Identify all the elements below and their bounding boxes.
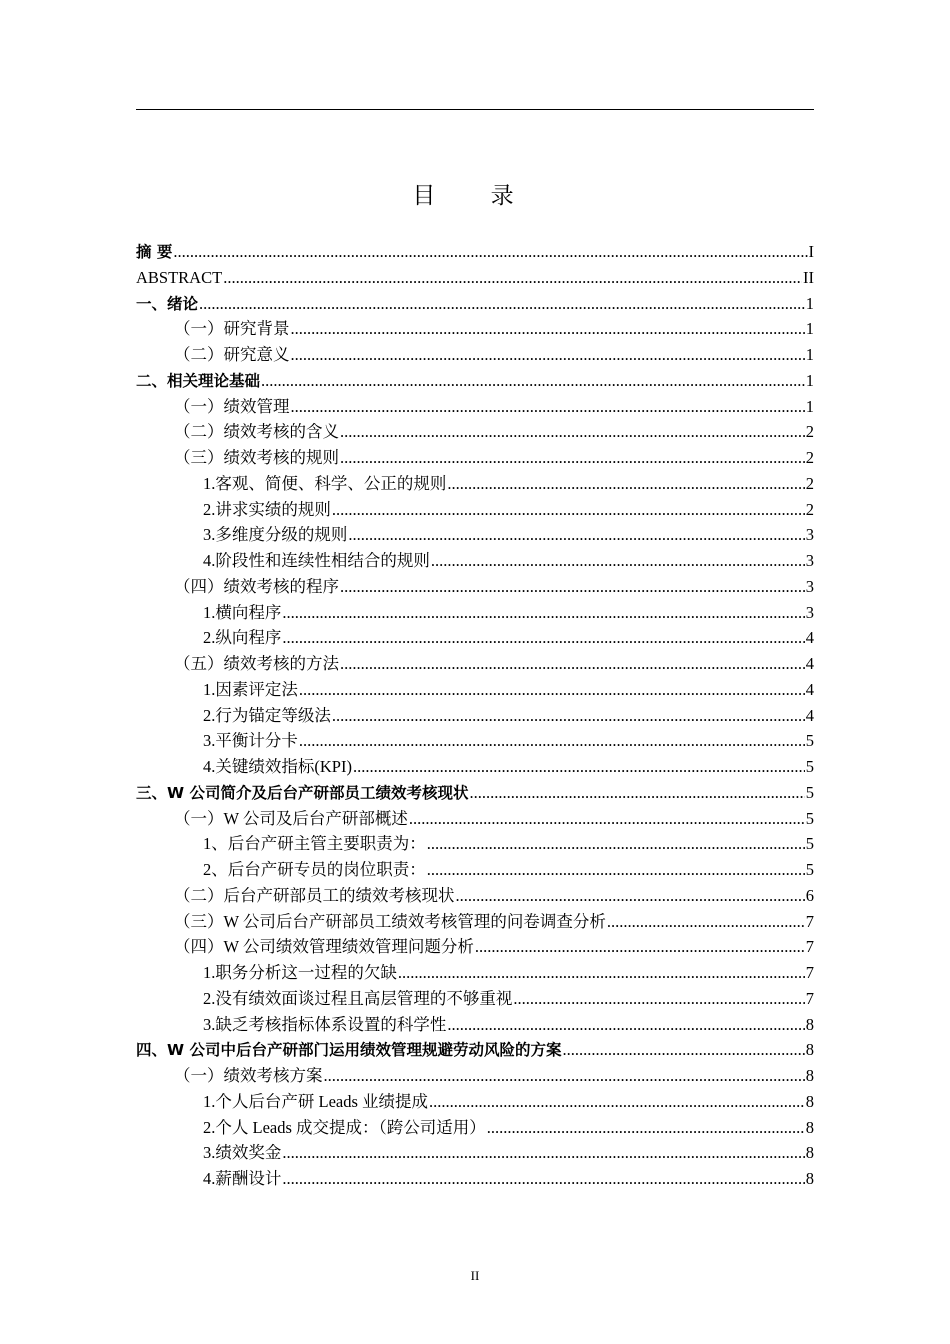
toc-entry[interactable] [136, 909, 814, 935]
toc-entry-label: 1.横向程序 [203, 602, 282, 622]
toc-entry-page: 3 [805, 551, 814, 570]
toc-entry-page: 4 [805, 654, 814, 673]
toc-title: 目 录 [412, 183, 538, 209]
toc-entry-page: 7 [805, 937, 814, 957]
toc-entry-label: 1.客观、简便、科学、公正的规则 [203, 473, 447, 493]
toc-entry-label: 4.关键绩效指标(KPI) [203, 757, 352, 776]
toc-dot-leader [299, 677, 805, 703]
toc-entry-page: 6 [805, 885, 814, 905]
toc-dot-leader [513, 986, 804, 1012]
toc-entry[interactable] [136, 1166, 814, 1192]
toc-entry-label: （一）绩效考核方案 [174, 1066, 323, 1085]
toc-entry[interactable] [136, 497, 814, 523]
toc-entry[interactable] [136, 754, 814, 780]
toc-entry-label: 3.绩效奖金 [203, 1143, 282, 1163]
toc-entry[interactable] [136, 368, 814, 394]
toc-dot-leader [223, 265, 802, 291]
toc-entry-page: 1 [805, 370, 814, 390]
toc-entry-page: 5 [805, 731, 814, 751]
toc-dot-leader [470, 780, 805, 806]
toc-entry[interactable] [136, 651, 814, 677]
toc-entry-page: 7 [805, 963, 814, 982]
header-rule [136, 109, 814, 110]
toc-entry-page: 8 [805, 1066, 814, 1085]
toc-entry[interactable] [136, 522, 814, 548]
toc-entry-label: 2.个人 Leads 成交提成：（跨公司适用） [203, 1117, 486, 1137]
toc-entry-label: 3.平衡计分卡 [203, 731, 298, 751]
toc-entry[interactable] [136, 394, 814, 420]
toc-entry-label: （三）W 公司后台产研部员工绩效考核管理的问卷调查分析 [174, 911, 606, 931]
toc-dot-leader [340, 574, 805, 600]
toc-dot-leader [456, 883, 805, 909]
toc-entry-page: 5 [805, 808, 814, 828]
toc-entry[interactable] [136, 728, 814, 754]
toc-entry[interactable] [136, 265, 814, 291]
toc-entry-page: 3 [805, 576, 814, 596]
toc-entry-page: 2 [805, 448, 814, 467]
toc-dot-leader [282, 600, 804, 626]
toc-entry[interactable] [136, 239, 814, 265]
toc-entry-label: 1.个人后台产研 Leads 业绩提成 [203, 1091, 429, 1111]
toc-entry-page: 5 [805, 782, 814, 802]
toc-dot-leader [282, 1166, 804, 1192]
toc-entry[interactable] [136, 316, 814, 342]
toc-dot-leader [340, 419, 805, 445]
toc-entry[interactable] [136, 1140, 814, 1166]
toc-entry-page: 8 [805, 1143, 814, 1163]
toc-entry-page: 1 [805, 293, 814, 313]
toc-dot-leader [332, 703, 805, 729]
toc-entry-label: 4.阶段性和连续性相结合的规则 [203, 551, 430, 570]
toc-entry-page: I [808, 242, 814, 261]
toc-dot-leader [427, 857, 805, 883]
toc-entry-page: 8 [805, 1091, 814, 1111]
toc-entry[interactable] [136, 831, 814, 857]
toc-entry[interactable] [136, 960, 814, 986]
toc-entry-page: 3 [805, 525, 814, 545]
toc-dot-leader [291, 316, 805, 342]
toc-entry[interactable] [136, 677, 814, 703]
toc-entry[interactable] [136, 1012, 814, 1038]
toc-entry[interactable] [136, 625, 814, 651]
toc-entry-label: 3.多维度分级的规则 [203, 525, 348, 545]
toc-entry[interactable] [136, 342, 814, 368]
toc-dot-leader [340, 651, 805, 677]
toc-dot-leader [487, 1115, 805, 1141]
toc-entry-page: 1 [805, 319, 814, 339]
toc-dot-leader [427, 831, 805, 857]
toc-entry-label: 2、后台产研专员的岗位职责： [203, 860, 426, 879]
page-number: II [470, 1268, 480, 1283]
toc-entry[interactable] [136, 471, 814, 497]
toc-dot-leader [431, 548, 805, 574]
toc-entry-page: 2 [805, 422, 814, 442]
toc-entry[interactable] [136, 1089, 814, 1115]
toc-entry-label: 2.讲求实绩的规则 [203, 499, 331, 519]
toc-entry-page: 7 [805, 988, 814, 1008]
toc-entry[interactable] [136, 1115, 814, 1141]
toc-entry-page: 1 [805, 345, 814, 364]
toc-entry[interactable] [136, 857, 814, 883]
toc-entry-label: （一）绩效管理 [174, 396, 290, 416]
toc-entry-page: 5 [805, 757, 814, 776]
toc-entry-label: （二）研究意义 [174, 345, 290, 364]
toc-dot-leader [299, 728, 805, 754]
toc-entry-label: （二）后台产研部员工的绩效考核现状 [174, 885, 455, 905]
toc-dot-leader [261, 368, 805, 394]
toc-entry-label: 2.行为锚定等级法 [203, 705, 331, 725]
toc-entry-page: 3 [805, 602, 814, 622]
toc-dot-leader [348, 522, 804, 548]
toc-entry[interactable] [136, 883, 814, 909]
toc-entry-page: 5 [805, 834, 814, 854]
toc-entry[interactable] [136, 574, 814, 600]
toc-entry-page: II [803, 267, 814, 287]
toc-entry[interactable] [136, 986, 814, 1012]
toc-entry-page: 4 [805, 705, 814, 725]
toc-entry-page: 8 [805, 1014, 814, 1034]
toc-dot-leader [353, 754, 805, 780]
toc-entry-label: 四、W 公司中后台产研部门运用绩效管理规避劳动风险的方案 [136, 1041, 562, 1060]
toc-entry-label: （一）研究背景 [174, 319, 290, 339]
toc-entry[interactable] [136, 600, 814, 626]
toc-entry-label: 一、绪论 [136, 294, 199, 313]
table-of-contents [136, 239, 814, 1192]
toc-entry[interactable] [136, 445, 814, 471]
toc-dot-leader [199, 291, 805, 317]
toc-dot-leader [291, 394, 805, 420]
toc-entry-page: 8 [805, 1117, 814, 1137]
toc-entry-label: 4.薪酬设计 [203, 1169, 282, 1188]
toc-entry-label: 摘 要 [136, 243, 173, 261]
toc-entry[interactable] [136, 548, 814, 574]
toc-entry[interactable] [136, 780, 814, 806]
toc-entry-label: 2.没有绩效面谈过程且高层管理的不够重视 [203, 988, 513, 1008]
toc-entry-page: 7 [805, 911, 814, 931]
toc-dot-leader [282, 625, 804, 651]
toc-entry[interactable] [136, 1063, 814, 1089]
toc-entry-page: 2 [805, 473, 814, 493]
toc-dot-leader [291, 342, 805, 368]
toc-entry-label: （四）绩效考核的程序 [174, 576, 339, 596]
toc-entry[interactable] [136, 291, 814, 317]
toc-entry[interactable] [136, 934, 814, 960]
toc-entry-label: 1.职务分析这一过程的欠缺 [203, 963, 397, 982]
toc-entry-label: （二）绩效考核的含义 [174, 422, 339, 442]
toc-dot-leader [447, 471, 804, 497]
toc-entry-label: 三、W 公司简介及后台产研部员工绩效考核现状 [136, 783, 469, 802]
toc-entry-page: 5 [805, 860, 814, 879]
toc-entry-label: ABSTRACT [136, 267, 223, 287]
toc-entry[interactable] [136, 419, 814, 445]
toc-entry-label: （三）绩效考核的规则 [174, 448, 339, 467]
toc-dot-leader [447, 1012, 804, 1038]
toc-dot-leader [429, 1089, 805, 1115]
toc-entry-page: 2 [805, 499, 814, 519]
toc-entry-page: 4 [805, 679, 814, 699]
toc-dot-leader [324, 1063, 805, 1089]
toc-dot-leader [398, 960, 805, 986]
toc-entry-page: 8 [805, 1169, 814, 1188]
toc-entry-label: （五）绩效考核的方法 [174, 654, 339, 673]
toc-entry-label: 1、后台产研主管主要职责为： [203, 834, 426, 854]
toc-dot-leader [332, 497, 805, 523]
toc-entry[interactable] [136, 806, 814, 832]
toc-entry-label: （四）W 公司绩效管理绩效管理问题分析 [174, 937, 474, 957]
toc-dot-leader [340, 445, 805, 471]
toc-entry[interactable] [136, 1037, 814, 1063]
toc-dot-leader [607, 909, 805, 935]
toc-entry-page: 1 [805, 396, 814, 416]
toc-entry-label: （一）W 公司及后台产研部概述 [174, 808, 408, 828]
toc-dot-leader [563, 1037, 805, 1063]
toc-entry-label: 二、相关理论基础 [136, 371, 261, 390]
toc-entry-label: 1.因素评定法 [203, 679, 298, 699]
toc-entry-page: 4 [805, 628, 814, 648]
toc-entry-label: 2.纵向程序 [203, 628, 282, 648]
toc-entry-label: 3.缺乏考核指标体系设置的科学性 [203, 1014, 447, 1034]
toc-dot-leader [409, 806, 805, 832]
toc-dot-leader [173, 239, 807, 265]
toc-entry[interactable] [136, 703, 814, 729]
toc-entry-page: 8 [805, 1040, 814, 1060]
toc-dot-leader [475, 934, 805, 960]
toc-dot-leader [282, 1140, 804, 1166]
